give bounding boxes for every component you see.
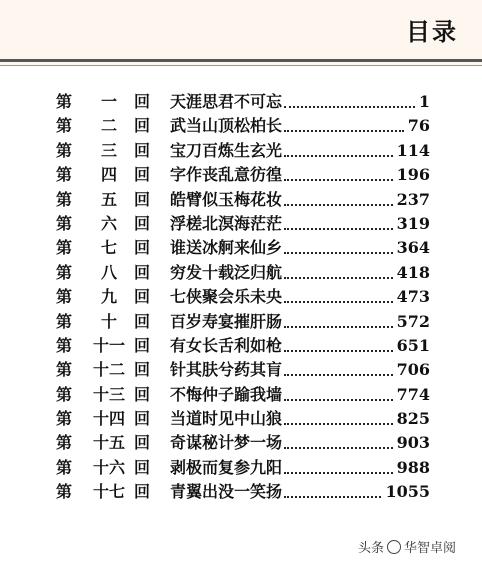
chapter-title: 浮槎北溟海茫茫 [170,213,283,233]
chapter-title: 青翼出没一笑扬 [170,482,283,502]
chapter-title: 谁送冰舸来仙乡 [170,238,283,258]
chapter-hui: 回 [134,116,151,136]
chapter-number: 十二 [92,360,125,380]
chapter-title: 奇谋秘计梦一场 [170,433,283,453]
chapter-title: 字作丧乱意彷徨 [170,165,283,185]
toc-entry[interactable] [0,90,482,114]
toc-entry[interactable] [0,334,482,358]
chapter-di: 第 [56,262,73,282]
chapter-hui: 回 [134,165,151,185]
watermark-suffix: 华智卓阅 [403,541,456,556]
chapter-number: 六 [100,213,117,233]
chapter-number: 七 [100,238,117,258]
chapter-hui: 回 [134,384,151,404]
chapter-title: 当道时见中山狼 [170,409,283,429]
chapter-di: 第 [56,92,73,111]
toc-entry[interactable] [0,310,482,334]
leader-dots [284,177,393,181]
chapter-page-number: 473 [396,287,430,307]
chapter-hui: 回 [134,287,151,307]
chapter-di: 第 [56,140,73,160]
toc-entry[interactable] [0,456,482,480]
leader-dots [284,372,393,376]
chapter-number: 十一 [92,335,125,355]
leader-dots [284,250,393,254]
leader-dots [284,153,393,157]
chapter-number: 十三 [92,384,125,404]
chapter-title: 有女长舌利如枪 [170,335,283,355]
toc-entry[interactable] [0,139,482,163]
chapter-di: 第 [56,311,73,331]
chapter-title: 天涯思君不可忘 [170,92,283,111]
toc-entry[interactable] [0,188,482,212]
leader-dots [284,445,393,449]
chapter-title: 穷发十载泛归航 [170,262,283,282]
toc-entry[interactable] [0,431,482,455]
leader-dots [284,494,381,498]
chapter-hui: 回 [134,213,151,233]
chapter-hui: 回 [134,189,151,209]
page-title: 目录 [406,18,458,46]
leader-dots [284,299,393,303]
chapter-di: 第 [56,116,73,136]
chapter-hui: 回 [134,433,151,453]
chapter-page-number: 706 [396,360,430,380]
leader-dots [284,275,393,279]
chapter-hui: 回 [134,262,151,282]
toc-entry[interactable] [0,212,482,236]
watermark [352,535,462,558]
chapter-di: 第 [56,482,73,502]
chapter-page-number: 418 [396,262,430,282]
chapter-page-number: 1055 [385,482,430,502]
header-rule-thick [0,59,482,62]
chapter-title: 百岁寿宴摧肝肠 [170,311,283,331]
chapter-di: 第 [56,213,73,233]
chapter-number: 十六 [92,457,125,477]
leader-dots [284,470,393,474]
toc-entry[interactable] [0,383,482,407]
chapter-title: 剥极而复参九阳 [170,457,283,477]
chapter-hui: 回 [134,482,151,502]
chapter-title: 针其肤兮药其肓 [170,360,283,380]
chapter-di: 第 [56,165,73,185]
chapter-number: 十 [100,311,117,331]
chapter-hui: 回 [134,457,151,477]
leader-dots [284,226,393,230]
chapter-di: 第 [56,335,73,355]
toc-entry[interactable] [0,261,482,285]
chapter-number: 十五 [92,433,125,453]
chapter-title: 宝刀百炼生玄光 [170,140,283,160]
toc-entry[interactable] [0,236,482,260]
chapter-number: 十七 [92,482,125,502]
toc-entry[interactable] [0,480,482,504]
chapter-hui: 回 [134,140,151,160]
chapter-number: 十四 [92,409,125,429]
chapter-page-number: 237 [396,189,430,209]
chapter-number: 九 [100,287,117,307]
watermark-prefix: 头条 [357,541,384,556]
toc-entry[interactable] [0,114,482,138]
toc-entry[interactable] [0,407,482,431]
chapter-hui: 回 [134,311,151,331]
chapter-title: 武当山顶松柏长 [170,116,283,136]
chapter-page-number: 825 [396,409,430,429]
chapter-page-number: 572 [396,311,430,331]
chapter-di: 第 [56,433,73,453]
table-of-contents [0,90,482,505]
leader-dots [284,324,393,328]
chapter-number: 二 [100,116,117,136]
chapter-hui: 回 [134,238,151,258]
chapter-di: 第 [56,409,73,429]
chapter-title: 不悔仲子踰我墙 [170,384,283,404]
chapter-di: 第 [56,384,73,404]
chapter-di: 第 [56,189,73,209]
chapter-page-number: 319 [396,213,430,233]
chapter-page-number: 364 [396,238,430,258]
chapter-di: 第 [56,457,73,477]
leader-dots [284,421,393,425]
leader-dots [284,128,404,132]
chapter-number: 八 [100,262,117,282]
leader-dots [284,202,393,206]
chapter-number: 四 [100,165,117,185]
chapter-number: 三 [100,140,117,160]
chapter-hui: 回 [134,360,151,380]
leader-dots [284,348,393,352]
toc-entry[interactable] [0,285,482,309]
chapter-hui: 回 [134,92,151,111]
chapter-page-number: 651 [396,335,430,355]
chapter-hui: 回 [134,335,151,355]
chapter-number: 五 [100,189,117,209]
page-header [0,0,482,60]
chapter-page-number: 1 [418,92,430,111]
chapter-page-number: 76 [407,116,430,136]
chapter-page-number: 774 [396,384,430,404]
chapter-page-number: 114 [396,140,430,160]
at-icon [387,540,401,554]
chapter-page-number: 196 [396,165,430,185]
chapter-title: 皓臂似玉梅花妆 [170,189,283,209]
leader-dots [284,104,415,108]
leader-dots [284,397,393,401]
chapter-di: 第 [56,360,73,380]
toc-entry[interactable] [0,163,482,187]
chapter-hui: 回 [134,409,151,429]
chapter-di: 第 [56,287,73,307]
chapter-page-number: 988 [396,457,430,477]
chapter-page-number: 903 [396,433,430,453]
toc-entry[interactable] [0,358,482,382]
chapter-title: 七侠聚会乐未央 [170,287,283,307]
chapter-number: 一 [100,92,117,111]
chapter-di: 第 [56,238,73,258]
